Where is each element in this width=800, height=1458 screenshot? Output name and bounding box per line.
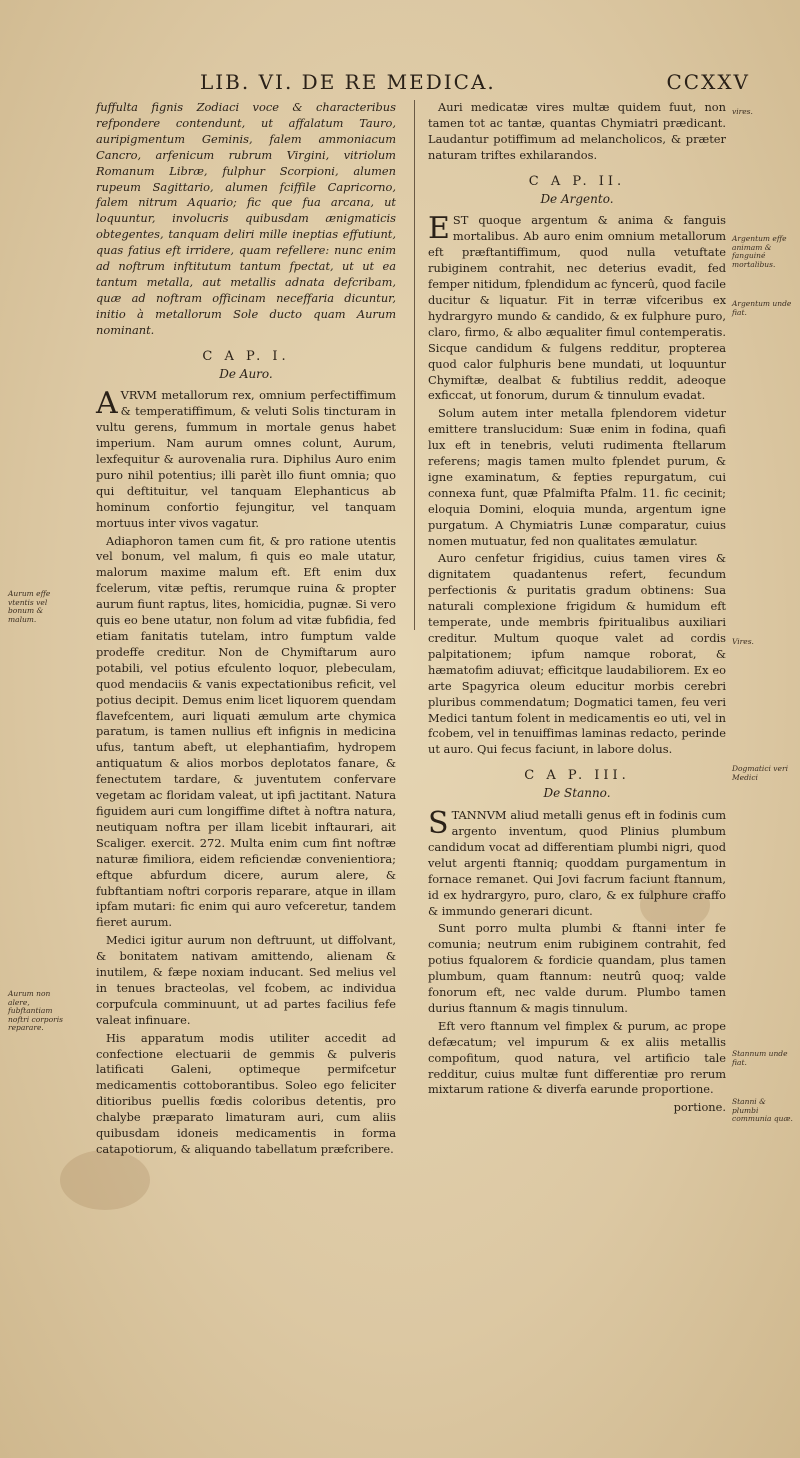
paragraph: Eft vero ftannum vel fimplex & purum, ac prope defæcatum; vel impurum & ex aliis metallis compofitum, quod natura, vel artificio tale redditur, cuius multæ funt differentiæ pro rerum mixtarum ratione & diverfa earunde proportione. — [428, 1018, 726, 1097]
paragraph — [96, 388, 396, 531]
paragraph — [428, 808, 726, 919]
paragraph: Medici igitur aurum non deftruunt, ut diffolvant, & bonitatem nativam amittendo, alienam & inutilem, & fæpe noxiam inducant. Sed melius vel in tenues bracteolas, vel fcobem, ac individua corpufcula comminuunt, ut ad partes facilius fefe valeat infinuare. — [96, 933, 396, 1027]
paragraph — [428, 213, 726, 404]
margin-note: Aurum non alere, fubftantiam noftri corporis reparare. — [8, 989, 63, 1032]
drop-cap: A — [96, 386, 118, 422]
paragraph: Auri medicatæ vires multæ quidem fuut, non tamen tot ac tantæ, quantas Chymiatri prædicant. Laudantur potiffimum ad melancholicos, & præter naturam triftes exhilarandos. — [428, 100, 726, 162]
right-column — [428, 100, 726, 1116]
margin-note: vires. — [732, 107, 753, 116]
paragraph: Adiaphoron tamen cum fit, & pro ratione utentis vel bonum, vel malum, fi quis eo male utatur, malorum maxime malum eft. Eft enim dux fcelerum, vitæ peftis, rerumque ruina & propter aurum fiunt raptus, lites, homicidia, pugnæ. Si vero quis eo bene utatur, non folum ad vitæ fubfidia, fed etiam fanitatis tutelam, intro fumptum valde prodeffe creditur. Non de Chymiftarum auro potabili, vel potius efculento loquor, plebeculam, quod mendaciis & vanis expectationibus reficit, vel potius decipit. Demus enim licet liquorem quendam flavefcentem, auri liquati æmulum arte chymica paratum, is tamen nullius eft infignis in medicina ufus, tantum abeft, ut elephantiafim, hydropem antiquatum & alios morbos deplotatos fanare, & fenectutem tardare, & juventutem confervare vegetam ac floridam valeat, ut ipfi jactitant. Natura figuidem auri cum longiffime diftet à noftra natura, neutiquam noftra per illam licebit inftaurari, ait Scaliger. exercit. 272. Multa enim cum fint noftræ naturæ fimiliora, eidem reficiendæ convenientiora; eftque abfurdum dicere, aurum alere, & fubftantiam noftri corporis reparare, atque in illam ipfam mutari: fic enim qui auro vefceretur, tandem fieret aurum. — [96, 533, 396, 930]
paragraph: Solum autem inter metalla fplendorem videtur emittere translucidum: Suæ enim in fodina, quafi lux eft in tenebris, veluti rudimenta ftellarum referens; magis tamen multo fplendet purum, & igne examinatum, & fepties repurgatum, cui connexa funt, quæ Pfalmifta Pfalm. 11. fic cecinit; eloquia Domini, eloquia munda, argentum igne purgatum. A Chymiatris Lunæ comparatur, cuius nomen mutuatur, fed non qualitates æmulatur. — [428, 406, 726, 548]
paragraph-text: TANNVM aliud metalli genus eft in fodinis cum argento inventum, quod Plinius plumbum candidum vocat ad differentiam plumbi nigri, quod velut argenti ftanniq; quoddam purgamentum in fornace remanet. Qui Jovi facrum faciunt ftannum, id ex hydrargyro, puro, claro, & ex fulphure craffo & immundo generari dicunt. — [428, 808, 726, 918]
catchword: portione. — [673, 1100, 726, 1115]
page-number: CCXXV — [666, 70, 750, 94]
paragraph: His apparatum modis utiliter accedit ad confectione electuarii de gemmis & pulveris latificati Galeni, optimeque permifcetur medicamentis cottoborantibus. Soleo ego feliciter ditioribus puellis fœdis coloribus detentis, pro chalybe præparato limaturam auri, cum aliis quibusdam idoneis medicamentis in forma catapotiorum, & aliquando tabellatum præfcribere. — [96, 1030, 396, 1156]
margin-note: Vires. — [732, 637, 754, 646]
margin-note: Stannum unde fiat. — [732, 1049, 788, 1067]
margin-note: Argentum effe animam & fanguiné mortalibus. — [732, 234, 787, 269]
drop-cap: S — [428, 806, 449, 842]
column-rule — [414, 100, 415, 630]
chapter-label: C A P. III. — [524, 768, 630, 784]
left-column — [96, 100, 396, 1160]
chapter-title: De Argento. — [540, 191, 614, 206]
chapter-label: C A P. II. — [528, 173, 626, 189]
intro-paragraph: fuffulta fignis Zodiaci voce & characteribus refpondere contendunt, ut affalatum Tauro, auripigmentum Geminis, falem ammoniacum Cancro, arfenicum rubrum Virgini, vitriolum Romanum Libræ, fulphur Scorpioni, alumen rupeum Sagittario, alumen fciffile Capricorno, falem nitrum Aquario; fic que fua arcana, ut loquuntur, involucris quibusdam ænigmaticis obtegentes, tanquam deliri mille ineptias effutiunt, quas fatius eft irridere, quam refellere: nunc enim ad noftrum inftitutum tantum fpectat, ut ut ea tantum metalla, aut metallis adnata defcribam, quæ ad noftram officinam neceffaria dicuntur, initio à metallorum Sole ducto quam Aurum nominant. — [96, 100, 396, 337]
chapter-title: De Auro. — [219, 366, 273, 381]
paragraph-text: VRVM metallorum rex, omnium perfectiffimum & temperatiffimum, & veluti Solis tincturam in vultu gerens, fummum in mortale genus habet imperium. Nam aurum omnes colunt, Aurum, lexfequitur & aurovenalia rura. Diphilus Auro enim puro nihil potentius; illi parèt illo fiunt omnia; quo qui deftituitur, vel tanquam Elephanticus ab hominum confortio fejungitur, vel tanquam mortuus inter vivos vagatur. — [96, 388, 396, 530]
running-header — [90, 70, 770, 98]
paragraph-text: ST quoque argentum & anima & fanguis mortalibus. Ab auro enim omnium metallorum eft præftantiffimum, quod nulla vetuftate rubiginem contrahit, nec deterius evadit, fed femper nitidum, fplendidum ac fyncerû, quod facile ducitur & liquatur. Fit in terræ vifceribus ex hydrargyro mundo & candido, & ex fulphure puro, claro, firmo, & albo æqualiter fimul contemperatis. Sicque candidum & fulgens redditur, propterea quod calor fulphuris bene mundati, ut loquuntur Chymiftæ, dealbat & fubtilius reddit, adeoque exficcat, ut fonorum, durum & tinnulum evadat. — [428, 213, 726, 403]
margin-note: Aurum effe vtentis vel bonum & malum. — [8, 589, 51, 624]
margin-note: Argentum unde fiat. — [732, 299, 792, 317]
header-title: LIB. VI. DE RE MEDICA. — [200, 70, 496, 94]
chapter-label: C A P. I. — [202, 348, 290, 364]
paragraph: Auro cenfetur frigidius, cuius tamen vires & dignitatem quadantenus refert, fecundum perfectionis & puritatis gradum obtinens: Sua naturali complexione frigidum & humidum eft temperate, unde membris fpiritualibus auxiliari creditur. Multum quoque valet ad cordis palpitationem; ipfum namque roborat, & hæmatofim adiuvat; efficitque laudabiliorem. Ex eo arte Spagyrica oleum educitur morbis cerebri pluribus commendatum; Dogmatici tamen, feu veri Medici tantum folent in medicamentis eo uti, vel in fcobem, vel in tenuiffimas laminas redacto, perinde ut auro. Qui fecus faciunt, in labore dolus. — [428, 551, 726, 757]
drop-cap: E — [428, 211, 450, 247]
chapter-title: De Stanno. — [543, 786, 611, 801]
margin-note: Stanni & plumbi communia quæ. — [732, 1097, 793, 1123]
margin-note: Dogmatici veri Medici — [732, 764, 788, 782]
paragraph: Sunt porro multa plumbi & ftanni inter fe comunia; neutrum enim rubiginem contrahit, fed potius fqualorem & fordicie quandam, plus tamen plumbum, quam ftannum: neutrû quoq; valde fonorum eft, nec valde durum. Plumbo tamen durius ftannum & magis tinnulum. — [428, 921, 726, 1015]
